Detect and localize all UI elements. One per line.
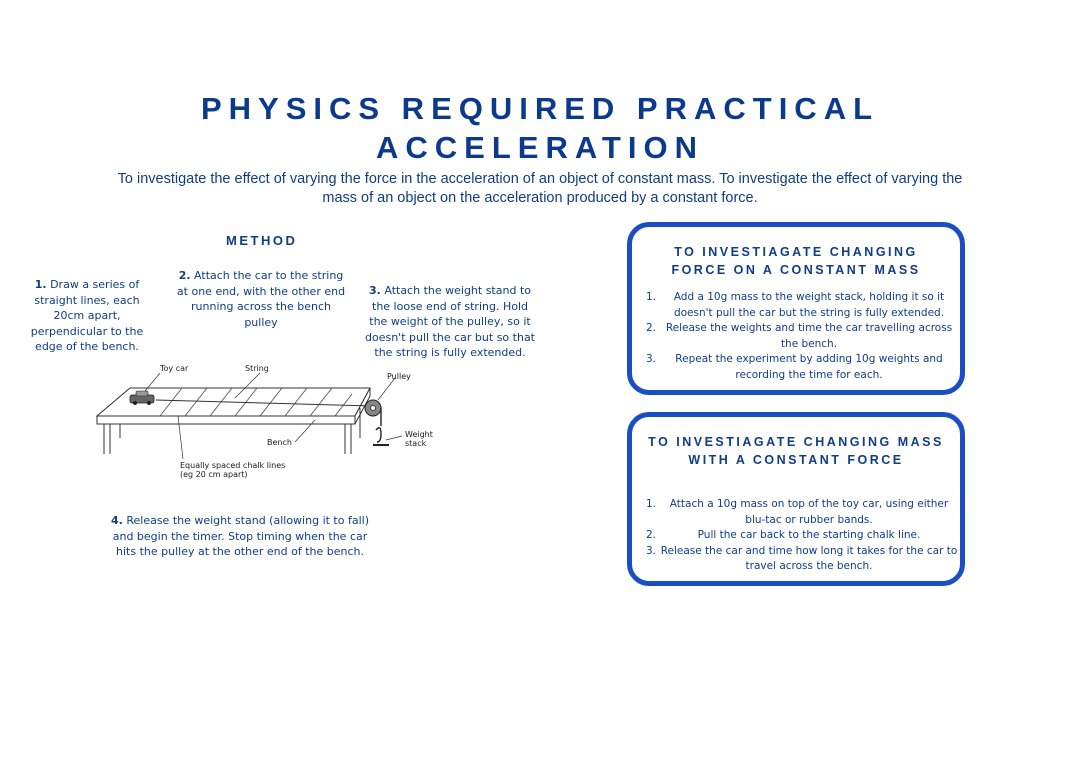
box-changing-force (627, 222, 965, 395)
item-text: Add a 10g mass to the weight stack, holding it so it doesn't pull the car but the string is fully extended. (673, 291, 945, 319)
item-number: 2. (646, 322, 657, 334)
label-chalk-lines: Equally spaced chalk lines (180, 461, 286, 470)
step-number: 3. (369, 284, 381, 297)
label-chalk-spacing: (eg 20 cm apart) (180, 470, 248, 479)
step-text: Draw a series of straight lines, each 20cm apart, perpendicular to the edge of the bench. (30, 278, 144, 353)
item-number: 2. (646, 529, 657, 541)
method-step-3 (364, 283, 536, 361)
item-text: Repeat the experiment by adding 10g weights and recording the time for each. (675, 353, 943, 381)
label-toy-car: Toy car (160, 364, 189, 373)
item-text: Attach a 10g mass on top of the toy car, using either blu-tac or rubber bands. (669, 498, 949, 526)
step-number: 1. (34, 278, 47, 291)
step-text: Release the weight stand (allowing it to fall) and begin the timer. Stop timing when the car hits the pulley at the other end of the bench. (112, 514, 369, 558)
label-bench: Bench (267, 438, 292, 447)
pulley-icon (365, 400, 381, 416)
item-number: 1. (646, 498, 657, 510)
apparatus-diagram (90, 358, 450, 488)
bench-front (97, 416, 355, 424)
label-weight: Weight (405, 430, 433, 439)
list-item (644, 352, 958, 383)
method-step-2 (176, 268, 346, 330)
list-item (644, 497, 958, 528)
item-text: Pull the car back to the starting chalk line. (697, 529, 921, 541)
item-text: Release the weights and time the car travelling across the bench. (665, 322, 953, 350)
box-changing-mass (627, 412, 965, 586)
box-changing-mass-title: TO INVESTIAGATE CHANGING MASS WITH A CONSTANT FORCE (648, 435, 944, 467)
item-number: 3. (646, 544, 657, 557)
item-number: 1. (646, 291, 657, 303)
list-item (644, 290, 958, 321)
step-text: Attach the car to the string at one end, with the other end running across the bench pulley (176, 269, 346, 329)
box-changing-force-title: TO INVESTIAGATE CHANGING FORCE ON A CONSTANT MASS (671, 245, 921, 277)
page-title-line1: PHYSICS REQUIRED PRACTICAL (200, 91, 880, 126)
method-heading: METHOD (226, 233, 298, 248)
label-pulley: Pulley (387, 372, 411, 381)
method-step-4 (105, 513, 375, 560)
label-stack: stack (405, 439, 427, 448)
list-item (644, 544, 958, 575)
box-changing-mass-list (644, 497, 958, 575)
label-string: String (245, 364, 269, 373)
method-step-1 (28, 277, 146, 355)
intro-text: To investigate the effect of varying the force in the acceleration of an object of constant mass. To investigate the effect of varying the mass of an object on the acceleration produced by a constant force. (117, 171, 963, 206)
step-number: 4. (111, 514, 123, 527)
item-number: 3. (646, 353, 657, 365)
list-item (644, 528, 958, 544)
step-number: 2. (178, 269, 191, 282)
item-text: Release the car and time how long it takes for the car to travel across the bench. (660, 544, 958, 572)
box-changing-force-list (644, 290, 958, 383)
list-item (644, 321, 958, 352)
step-text: Attach the weight stand to the loose end of string. Hold the weight of the pulley, so it doesn't pull the car but so that the string is fully extended. (365, 284, 535, 359)
page-title-line2: ACCELERATION (376, 130, 704, 165)
